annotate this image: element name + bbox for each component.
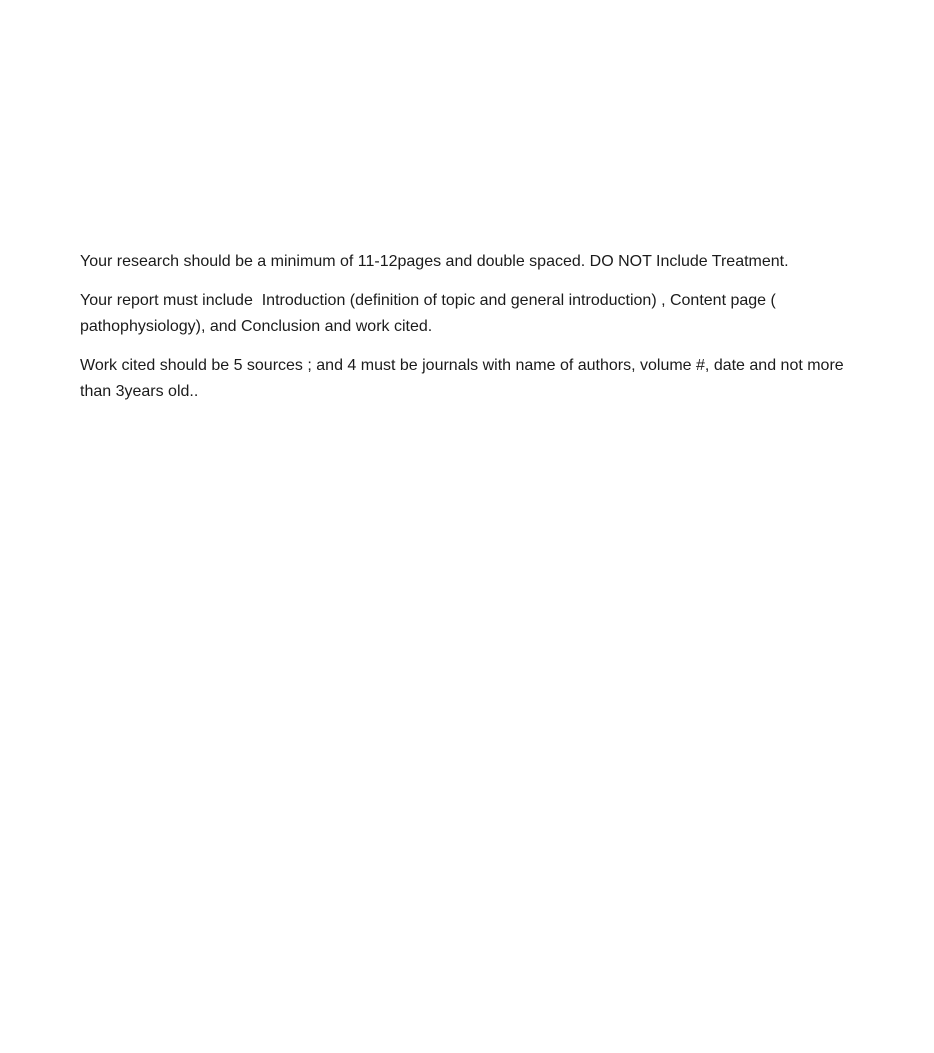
paragraph-work-cited-requirements: Work cited should be 5 sources ; and 4 must be journals with name of authors, volume #, date and not more than 3years old.. — [80, 357, 849, 400]
paragraph-research-requirements: Your research should be a minimum of 11-12pages and double spaced. DO NOT Include Treatment. — [80, 253, 789, 270]
paragraph-report-structure: Your report must include Introduction (definition of topic and general introduction) , Content page ( pathophysiology), and Conclusion and work cited. — [80, 292, 781, 335]
